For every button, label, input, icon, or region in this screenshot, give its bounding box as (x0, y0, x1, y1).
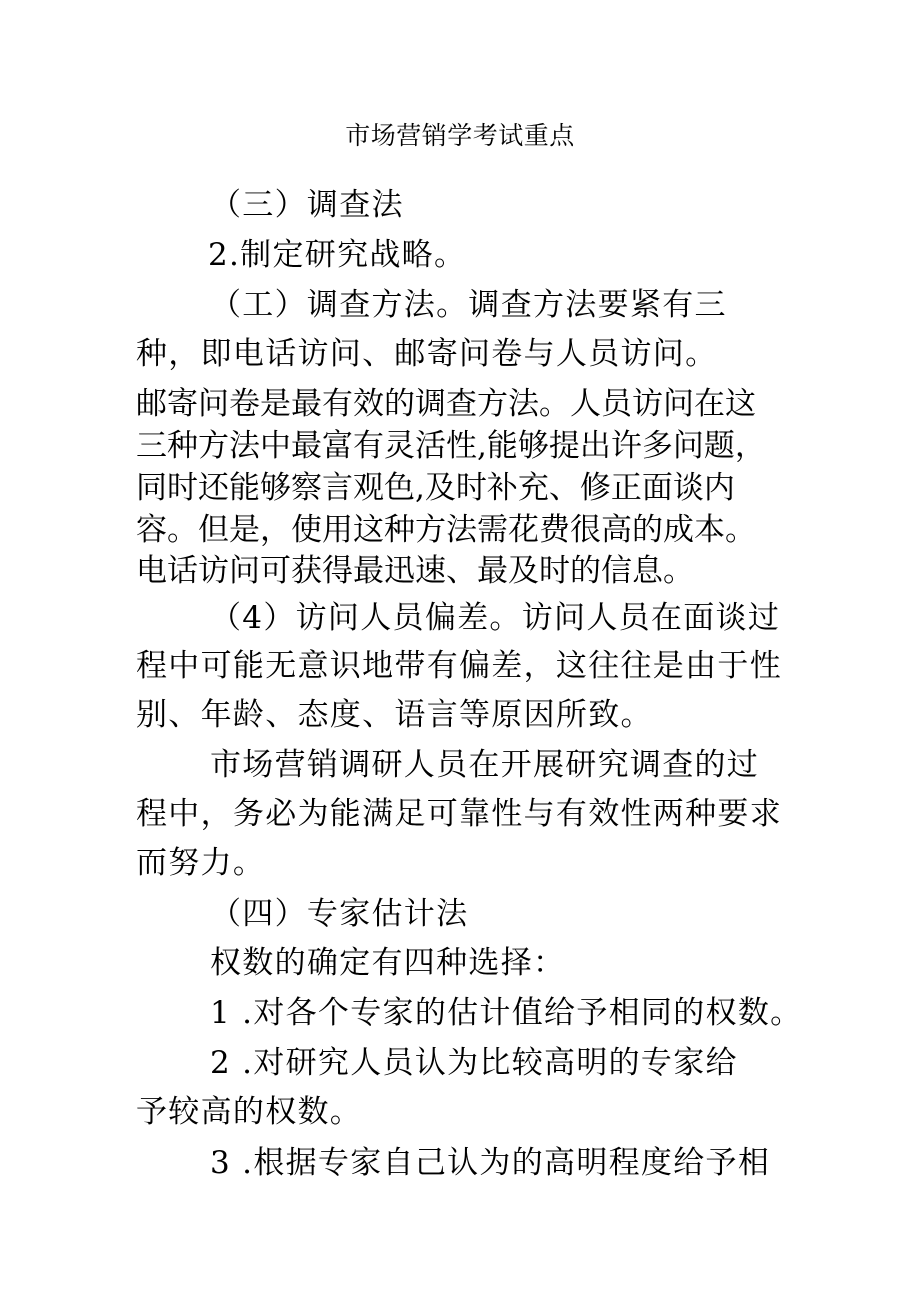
document-title: 市场营销学考试重点 (345, 121, 575, 150)
list-item-continuation: 予较高的权数。 (136, 1094, 363, 1130)
heading-expert-estimation: （四）专家估计法 (210, 896, 469, 932)
list-item: 1 .对各个专家的估计值给予相同的权数。 (210, 995, 803, 1031)
list-item: 2 .对研究人员认为比较高明的专家给 (210, 1045, 738, 1081)
paragraph-line: 市场营销调研人员在开展研究调查的过 (210, 747, 760, 783)
paragraph-line: 同时还能够察言观色,及时补充、修正面谈内 (136, 470, 735, 506)
paragraph-line: 邮寄问卷是最有效的调查方法。人员访问在这 (136, 386, 756, 422)
paragraph-line: 电话访问可获得最迅速、最及时的信息。 (136, 553, 694, 589)
paragraph-line: 容。但是，使用这种方法需花费很高的成本。 (136, 512, 756, 548)
paragraph-line: （工）调查方法。调查方法要紧有三 (210, 287, 727, 323)
list-item: 3 .根据专家自己认为的高明程度给予相 (210, 1145, 771, 1181)
heading-research-strategy: 2.制定研究战略。 (208, 237, 467, 273)
paragraph-line: （4）访问人员偏差。访问人员在面谈过 (210, 600, 781, 636)
paragraph-line: 种，即电话访问、邮寄问卷与人员访问。 (136, 336, 718, 372)
paragraph-line: 别、年龄、态度、语言等原因所致。 (136, 697, 653, 733)
paragraph-line: 三种方法中最富有灵活性,能够提出许多问题， (136, 428, 766, 464)
paragraph-line: 而努力。 (136, 845, 266, 881)
paragraph-line: 权数的确定有四种选择： (210, 945, 566, 981)
paragraph-line: 程中，务必为能满足可靠性与有效性两种要求 (136, 796, 782, 832)
heading-survey-method: （三）调查法 (210, 187, 404, 223)
paragraph-line: 程中可能无意识地带有偏差，这往往是由于性 (136, 648, 782, 684)
